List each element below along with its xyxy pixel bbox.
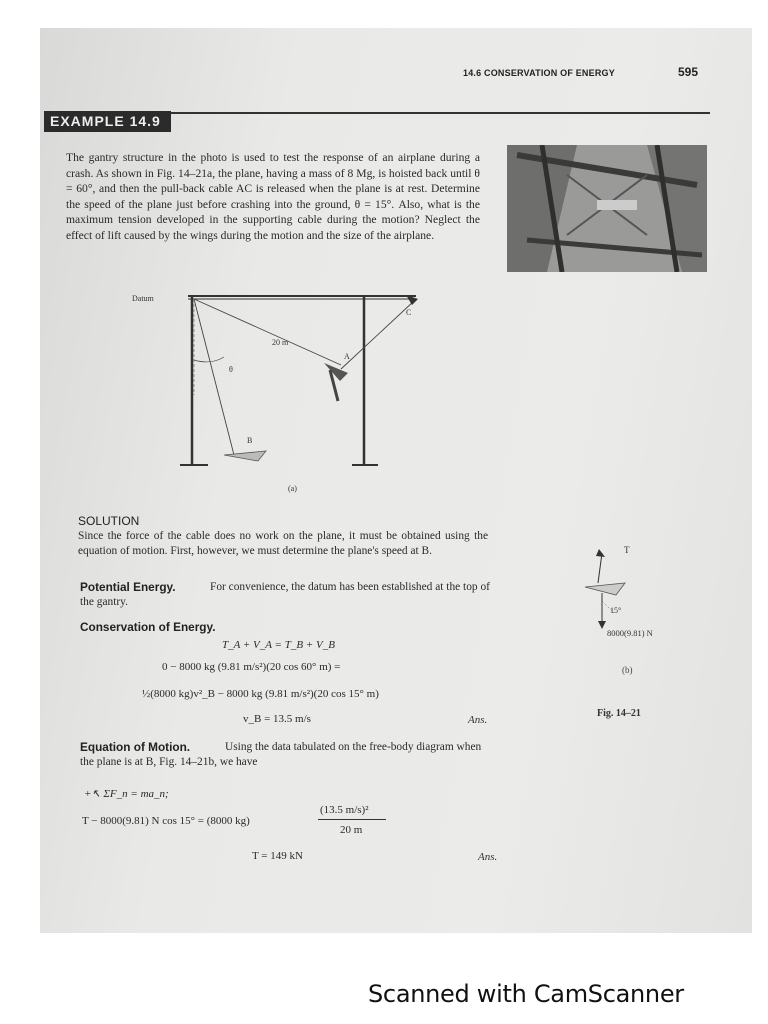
answer-2-label: Ans.	[478, 851, 498, 863]
figure-b	[580, 545, 700, 645]
solution-intro: Since the force of the cable does no work on the plane, it must be obtained using the equation of motion. First, however, we must determine the plane's speed at B.	[78, 530, 488, 557]
equation-6-denominator: 20 m	[340, 824, 363, 836]
point-a-label: A	[344, 352, 350, 361]
conservation-heading: Conservation of Energy.	[80, 620, 216, 634]
potential-energy-text: For convenience, the datum has been established at the top of the gantry.	[80, 581, 490, 608]
equation-1: T_A + V_A = T_B + V_B	[222, 639, 335, 651]
potential-energy-heading: Potential Energy.	[80, 580, 176, 594]
running-header: 14.6 CONSERVATION OF ENERGY	[463, 68, 615, 78]
figure-caption: Fig. 14–21	[597, 708, 641, 719]
point-b-label: B	[247, 436, 253, 445]
fraction-bar	[318, 819, 386, 820]
motion-heading: Equation of Motion.	[80, 740, 191, 754]
example-label: EXAMPLE 14.9	[44, 111, 171, 132]
figure-b-caption: (b)	[622, 665, 633, 675]
scanner-watermark: Scanned with CamScanner	[368, 980, 684, 1008]
datum-label: Datum	[132, 294, 154, 303]
tension-label: T	[624, 545, 630, 555]
fig-b-angle-label: 15°	[610, 606, 622, 615]
equation-2: 0 − 8000 kg (9.81 m/s²)(20 cos 60° m) =	[162, 661, 341, 673]
gantry-photo	[507, 145, 707, 272]
length-label: 20 m	[272, 338, 289, 347]
equation-4: v_B = 13.5 m/s	[243, 713, 311, 725]
page-number: 595	[678, 65, 699, 79]
figure-a-caption: (a)	[288, 484, 297, 493]
problem-statement: The gantry structure in the photo is used to test the response of an airplane during a crash. As shown in Fig. 14–21a, the plane, having a mass of 8 Mg, is hoisted back until θ = 60°, and then the pull-back cable AC is released when the plane is at rest. Determine the speed of the plane just before crashing into the ground, θ = 15°. Also, what is the maximum tension developed in the supporting cable during the motion? Neglect the effect of lift caused by the wings during the motion and the size of the airplane.	[66, 151, 480, 242]
equation-6-left: T − 8000(9.81) N cos 15° = (8000 kg)	[82, 815, 250, 827]
theta-label: θ	[229, 365, 233, 374]
figure-a	[126, 285, 426, 500]
motion-text: Using the data tabulated on the free-body diagram when the plane is at B, Fig. 14–21b, we have	[80, 741, 482, 768]
solution-heading: SOLUTION	[78, 514, 140, 528]
equation-6-numerator: (13.5 m/s)²	[320, 804, 369, 816]
equation-7: T = 149 kN	[252, 850, 303, 862]
answer-1-label: Ans.	[468, 714, 488, 726]
weight-label: 8000(9.81) N	[607, 628, 653, 638]
equation-3: ½(8000 kg)v²_B − 8000 kg (9.81 m/s²)(20 cos 15° m)	[142, 688, 379, 700]
point-c-label: C	[406, 308, 412, 317]
equation-5: +↖ ΣF_n = ma_n;	[84, 788, 169, 800]
